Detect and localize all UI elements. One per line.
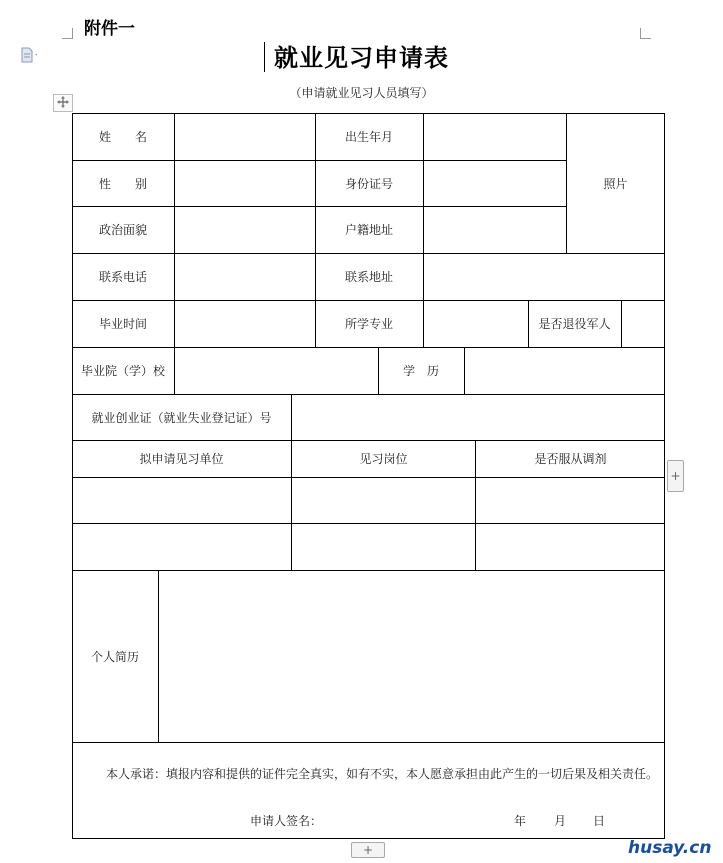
label-certificate: 就业创业证（就业失业登记证）号 bbox=[91, 410, 272, 425]
attachment-label: 附件一 bbox=[84, 19, 135, 39]
input-apply-post-1[interactable] bbox=[292, 477, 475, 523]
input-veteran[interactable] bbox=[622, 300, 665, 347]
input-grad-time[interactable] bbox=[175, 300, 315, 347]
label-phone: 联系电话 bbox=[98, 270, 147, 284]
promise-statement: 本人承诺：填报内容和提供的证件完全真实，如有不实，本人愿意承担由此产生的一切后果及相关责任。 bbox=[106, 767, 659, 781]
label-id-card: 身份证号 bbox=[344, 176, 393, 191]
input-household[interactable] bbox=[424, 206, 566, 253]
page-subtitle: （申请就业见习人员填写） bbox=[289, 86, 434, 100]
label-birth: 出生年月 bbox=[344, 130, 393, 144]
watermark-logo: husay.cn bbox=[628, 838, 712, 858]
input-apply-unit-2[interactable] bbox=[72, 523, 291, 570]
input-name[interactable] bbox=[175, 113, 315, 160]
signature-year: 年 bbox=[514, 814, 527, 828]
header-accept-adjust: 是否服从调剂 bbox=[534, 452, 607, 466]
input-political[interactable] bbox=[175, 206, 315, 253]
input-major[interactable] bbox=[424, 300, 528, 347]
label-veteran: 是否退役军人 bbox=[538, 317, 611, 331]
label-address: 联系地址 bbox=[344, 270, 393, 284]
input-school[interactable] bbox=[175, 347, 378, 394]
photo-box[interactable]: 照片 bbox=[603, 176, 628, 191]
label-education: 学 历 bbox=[402, 364, 439, 378]
input-apply-unit-1[interactable] bbox=[72, 477, 291, 523]
label-resume: 个人简历 bbox=[90, 649, 139, 664]
input-resume[interactable] bbox=[159, 570, 665, 742]
label-gender: 性 别 bbox=[98, 176, 147, 191]
signature-day: 日 bbox=[593, 814, 606, 828]
header-apply-unit: 拟申请见习单位 bbox=[139, 452, 224, 466]
input-birth[interactable] bbox=[424, 113, 566, 160]
input-apply-post-2[interactable] bbox=[292, 523, 475, 570]
page-title[interactable]: 就业见习申请表 bbox=[274, 44, 449, 72]
input-certificate[interactable] bbox=[292, 394, 665, 440]
label-political: 政治面貌 bbox=[98, 223, 147, 237]
header-apply-post: 见习岗位 bbox=[359, 452, 408, 466]
input-accept-adjust-1[interactable] bbox=[476, 477, 665, 523]
row-line-11 bbox=[72, 742, 665, 743]
input-phone[interactable] bbox=[175, 253, 315, 300]
input-id-card[interactable] bbox=[424, 160, 566, 206]
label-name: 姓 名 bbox=[98, 130, 147, 144]
signature-label: 申请人签名： bbox=[250, 814, 323, 828]
label-grad-time: 毕业时间 bbox=[98, 317, 147, 331]
add-column-plus-icon[interactable]: + bbox=[667, 460, 684, 492]
input-address[interactable] bbox=[424, 253, 665, 300]
signature-month: 月 bbox=[554, 814, 567, 828]
input-gender[interactable] bbox=[175, 160, 315, 206]
input-education[interactable] bbox=[465, 347, 665, 394]
label-household: 户籍地址 bbox=[344, 223, 393, 237]
add-row-plus-icon[interactable]: + bbox=[351, 842, 385, 858]
label-major: 所学专业 bbox=[344, 317, 393, 331]
input-accept-adjust-2[interactable] bbox=[476, 523, 665, 570]
label-school: 毕业院（学）校 bbox=[80, 364, 165, 378]
